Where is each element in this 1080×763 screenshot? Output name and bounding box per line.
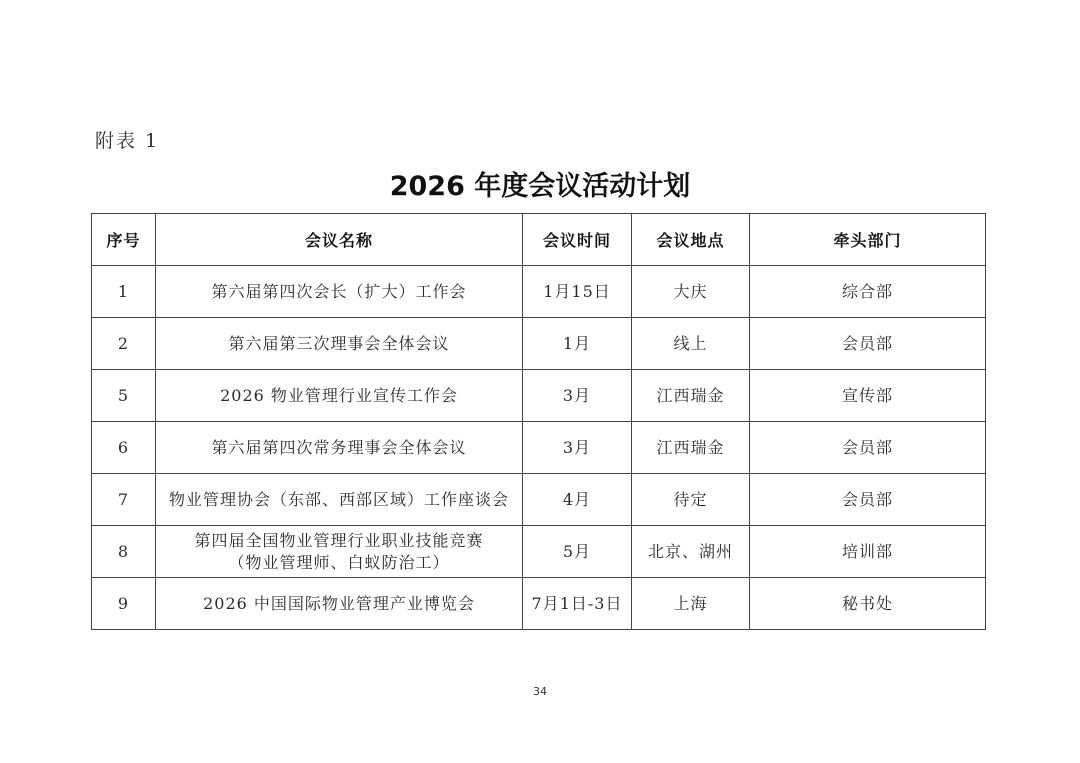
meeting-name-line: 物业管理协会（东部、西部区域）工作座谈会: [168, 489, 509, 509]
table-row: [92, 422, 986, 474]
table-header-row: [92, 214, 986, 266]
cell-place: 上海: [632, 578, 750, 630]
cell-no: 2: [92, 318, 156, 370]
cell-name: [156, 578, 523, 630]
cell-no: 8: [92, 526, 156, 578]
cell-time: 1月: [523, 318, 632, 370]
cell-no: 5: [92, 370, 156, 422]
cell-dept: 宣传部: [750, 370, 986, 422]
meeting-name-line: 第四届全国物业管理行业职业技能竞赛: [194, 530, 484, 550]
cell-dept: 培训部: [750, 526, 986, 578]
table-row: [92, 578, 986, 630]
meeting-name-line: （物业管理师、白蚁防治工）: [228, 552, 450, 572]
attachment-label: 附表 1: [95, 130, 160, 152]
cell-time: 7月1日-3日: [523, 578, 632, 630]
cell-place: 大庆: [632, 266, 750, 318]
cell-name: [156, 474, 523, 526]
cell-dept: 秘书处: [750, 578, 986, 630]
table-row: [92, 266, 986, 318]
header-place: 会议地点: [632, 214, 750, 266]
table-row: [92, 474, 986, 526]
cell-place: 江西瑞金: [632, 422, 750, 474]
table-row: [92, 370, 986, 422]
table-row: [92, 526, 986, 578]
meeting-name-line: 第六届第四次常务理事会全体会议: [211, 437, 467, 457]
cell-time: 1月15日: [523, 266, 632, 318]
header-name: 会议名称: [156, 214, 523, 266]
cell-time: 3月: [523, 422, 632, 474]
cell-name: [156, 526, 523, 578]
cell-dept: 会员部: [750, 318, 986, 370]
cell-no: 6: [92, 422, 156, 474]
cell-name: [156, 318, 523, 370]
cell-no: 7: [92, 474, 156, 526]
cell-place: 北京、湖州: [632, 526, 750, 578]
cell-name: [156, 266, 523, 318]
cell-time: 5月: [523, 526, 632, 578]
cell-time: 4月: [523, 474, 632, 526]
meeting-name-line: 2026 中国国际物业管理产业博览会: [203, 593, 475, 613]
table-body: [92, 266, 986, 630]
meeting-plan-table: [91, 213, 986, 630]
header-dept: 牵头部门: [750, 214, 986, 266]
header-no: 序号: [92, 214, 156, 266]
cell-no: 9: [92, 578, 156, 630]
cell-no: 1: [92, 266, 156, 318]
page-number: 34: [533, 685, 547, 698]
meeting-name-line: 2026 物业管理行业宣传工作会: [220, 385, 458, 405]
cell-dept: 会员部: [750, 422, 986, 474]
cell-place: 线上: [632, 318, 750, 370]
cell-dept: 综合部: [750, 266, 986, 318]
header-time: 会议时间: [523, 214, 632, 266]
table-row: [92, 318, 986, 370]
cell-name: [156, 370, 523, 422]
meeting-name-line: 第六届第三次理事会全体会议: [228, 333, 450, 353]
cell-place: 待定: [632, 474, 750, 526]
meeting-name-line: 第六届第四次会长（扩大）工作会: [211, 281, 467, 301]
cell-time: 3月: [523, 370, 632, 422]
cell-dept: 会员部: [750, 474, 986, 526]
cell-name: [156, 422, 523, 474]
document-title: 2026 年度会议活动计划: [389, 171, 691, 202]
cell-place: 江西瑞金: [632, 370, 750, 422]
